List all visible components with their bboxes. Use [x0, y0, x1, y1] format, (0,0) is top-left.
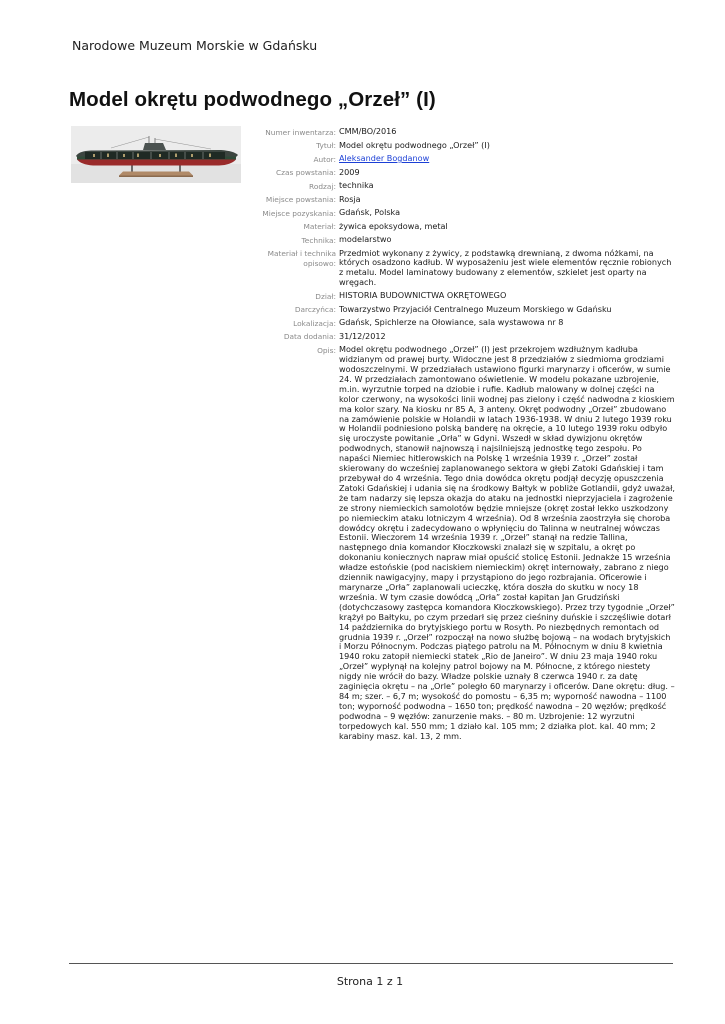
- field-value: technika: [339, 180, 374, 190]
- field-material: [262, 222, 682, 232]
- footer-divider: [69, 963, 673, 964]
- field-value: modelarstwo: [339, 234, 392, 244]
- field-location: [262, 318, 682, 328]
- field-value: 31/12/2012: [339, 330, 386, 341]
- field-label: Technika:: [301, 235, 336, 245]
- field-label: Dział:: [315, 291, 336, 301]
- field-value: Gdańsk, Polska: [339, 207, 401, 217]
- field-kind: [262, 181, 682, 191]
- submarine-model-image: [71, 126, 241, 183]
- field-value: [339, 154, 675, 164]
- field-value: Towarzystwo Przyjaciół Centralnego Muzeum Morskiego w Gdańsku: [339, 303, 612, 314]
- field-value: Model okrętu podwodnego „Orzeł” (I): [339, 139, 490, 150]
- field-place-of-creation: [262, 195, 682, 205]
- field-label: Numer inwentarza:: [265, 127, 336, 137]
- author-link[interactable]: Aleksander Bogdanow: [339, 153, 430, 163]
- field-label: Materiał i technika opisowo:: [267, 249, 336, 268]
- field-author: [262, 154, 682, 164]
- field-label: Czas powstania:: [275, 168, 336, 177]
- field-title: [262, 141, 682, 151]
- page-number: Strona 1 z 1: [336, 975, 404, 988]
- field-label: Materiał:: [303, 222, 336, 231]
- organization-name: Narodowe Muzeum Morskie w Gdańsku: [72, 38, 318, 53]
- field-label: Darczyńca:: [294, 305, 336, 315]
- field-value: Model okrętu podwodnego „Orzeł” (I) jest przekrojem wzdłużnym kadłuba widzianym od prawej burty. Widoczne jest 8 przedziałów z siedmioma grodziami wodoszczelnymi. W przedziałach ustawiono figurki marynarzy i oficerów, w sumie 24. W przedziałach zamontowano oświetlenie. W modelu pokazane uzbrojenie, m.in. wyrzutnie torped na dziobie i rufie. Kadłub malowany w dolnej części na kolor czerwony, na wysokości linii wodnej pas zielony i część nadwodna z kioskiem ma kolor szary. Na kiosku nr 85 A, 3 anteny. Okręt podwodny „Orzeł” zbudowano na zamówienie polskie w Holandii w latach 1936-1938. W dniu 2 lutego 1939 roku w Holandii podniesiono polską banderę na okręcie, a 10 lutego 1939 roku odbyło się uroczyste powitanie „Orła” w Gdyni. Wszedł w skład dywizjonu okrętów podwodnych, stanowił najnowszą i najsilniejszą jednostkę tego zespołu. Po napaści Niemiec hitlerowskich na Polskę 1 września 1939 r. „Orzeł” został skierowany do wcześniej zaplanowanego sektora w głębi Zatoki Gdańskiej i tam przebywał do 4 września. Tego dnia dowódca okrętu podjął decyzję opuszczenia Zatoki Gdańskiej i udania się na środkowy Bałtyk w pobliże Gotlandii, gdyż uważał, że tam nadarzy się lepsza okazja do ataku na jednostki nieprzyjaciela i zagrożenie ze strony niemieckich samolotów będzie mniejsze (okręt został lekko uszkodzony po niemieckim ataku lotniczym 4 września). Od 8 września zaostrzyła się choroba dowódcy okrętu i zadecydowano o wpłynięciu do Talinna w neutralnej wówczas Estonii. Wieczorem 14 września 1939 r. „Orzeł” stanął na redzie Tallina, następnego dnia komandor Kłoczkowski znalazł się w szpitalu, a okręt po dokonaniu koniecznych napraw miał opuścić stolicę Estonii. Jednakże 15 września władze estońskie (pod naciskiem niemieckim) okręt internowały, zabrano z niego dziennik nawigacyjny, mapy i przystąpiono do jego rozbrajania. Oficerowie i marynarze „Orła” zaplanowali ucieczkę, która doszła do skutku w nocy 18 września. W tym czasie dowódcą „Orła” został kapitan Jan Grudziński (dotychczasowy zastępca komandora Kłoczkowskiego). Przez trzy tygodnie „Orzeł” krążył po Bałtyku, po czym przedarł się przez cieśniny duńskie i szczęśliwie dotarł 14 października do brytyjskiego portu w Rosyth. Po niezbędnych remontach od grudnia 1939 r. „Orzeł” rozpoczął na nowo służbę bojową – na wodach brytyjskich i Morzu Północnym. Podczas piątego patrolu na M. Północnym w dniu 8 kwietnia 1940 roku zatopił niemiecki statek „Rio de Janeiro”. W dniu 23 maja 1940 roku „Orzeł” wypłynął na kolejny patrol bojowy na M. Północne, z którego niestety nigdy nie wrócił do bazy. Władze polskie uznały 8 czerwca 1940 r. za datę zaginięcia okrętu – na „Orle” poległo 60 marynarzy i oficerów. Dane okrętu: dług. – 84 m; szer. – 6,7 m; wysokość do pomostu – 6,35 m; wyporność nawodna – 1100 ton; wyporność podwodna – 1650 ton; prędkość nawodna – 20 węzłów; prędkość podwodna – 9 węzłów: zanurzenie maks. – 80 m. Uzbrojenie: 12 wyrzutni torpedowych kal. 550 mm; 1 działo kal. 105 mm; 2 działka plot. kal. 40 mm; 2 karabiny masz. kal. 13, 2 mm.: [339, 344, 675, 741]
- field-donor: [262, 305, 682, 315]
- field-value: HISTORIA BUDOWNICTWA OKRĘTOWEGO: [339, 290, 507, 301]
- field-value: Rosja: [339, 193, 361, 204]
- field-label: Lokalizacja:: [293, 318, 336, 328]
- field-value: Przedmiot wykonany z żywicy, z podstawką drewnianą, z dwoma nóżkami, na których osadzono kadłub. W wyposażeniu jest wiele elementów ręcznie robionych z metalu. Model laminatowy budowany z elementów, szkielet jest oparty na wręgach.: [339, 247, 672, 288]
- field-value: Gdańsk, Spichlerze na Ołowiance, sala wystawowa nr 8: [339, 317, 564, 328]
- field-label: Tytuł:: [316, 141, 336, 150]
- field-material-description: [262, 249, 682, 289]
- submarine-model-photo: [71, 126, 241, 183]
- field-label: Autor:: [313, 154, 336, 164]
- field-description: [262, 345, 682, 741]
- field-label: Data dodania:: [283, 332, 336, 342]
- field-creation-date: [262, 168, 682, 178]
- field-label: Rodzaj:: [309, 181, 336, 191]
- field-value: żywica epoksydowa, metal: [339, 220, 448, 231]
- field-label: Miejsce powstania:: [265, 195, 336, 204]
- field-place-of-acquisition: [262, 208, 682, 218]
- field-value: CMM/BO/2016: [339, 126, 397, 136]
- field-technique: [262, 235, 682, 245]
- field-value: 2009: [339, 166, 360, 177]
- field-label: Miejsce pozyskania:: [262, 208, 336, 218]
- field-label: Opis:: [317, 345, 336, 355]
- field-department: [262, 291, 682, 301]
- object-metadata: [262, 127, 682, 741]
- field-date-added: [262, 332, 682, 342]
- field-inventory-number: [262, 127, 682, 137]
- page-title: Model okrętu podwodnego „Orzeł” (I): [69, 88, 436, 111]
